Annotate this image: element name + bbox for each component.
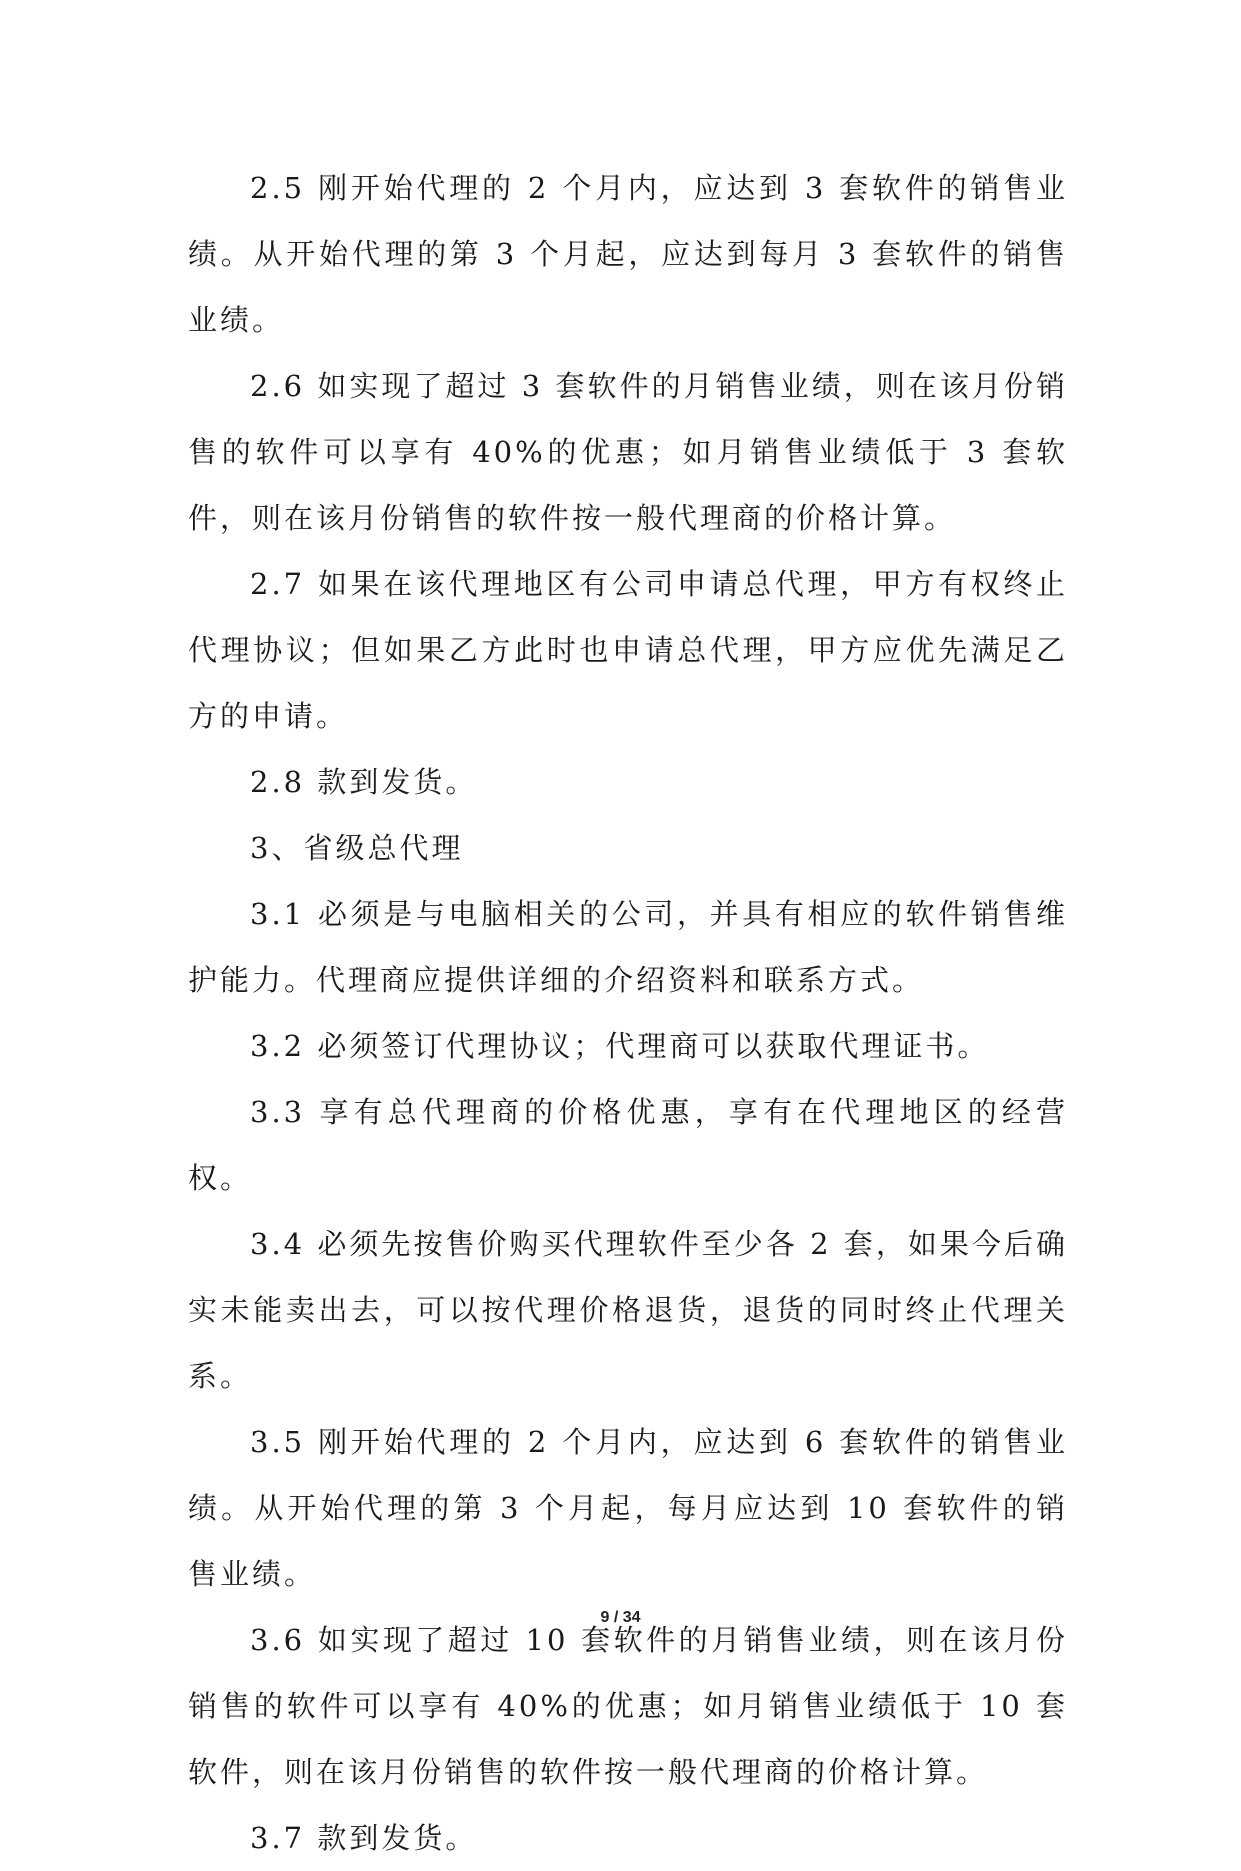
paragraph-3-1: 3.1 必须是与电脑相关的公司，并具有相应的软件销售维护能力。代理商应提供详细的介绍资料和联系方式。 (188, 897, 1068, 997)
paragraph-2-6: 2.6 如实现了超过 3 套软件的月销售业绩，则在该月份销售的软件可以享有 40%的优惠；如月销售业绩低于 3 套软件，则在该月份销售的软件按一般代理商的价格计算。 (188, 369, 1068, 535)
paragraph-2-8: 2.8 款到发货。 (250, 765, 478, 799)
paragraph-2-5: 2.5 刚开始代理的 2 个月内，应达到 3 套软件的销售业绩。从开始代理的第 3 个月起，应达到每月 3 套软件的销售业绩。 (188, 171, 1068, 337)
paragraph-3-4: 3.4 必须先按售价购买代理软件至少各 2 套，如果今后确实未能卖出去，可以按代理价格退货，退货的同时终止代理关系。 (188, 1227, 1068, 1393)
paragraph-3-6: 3.6 如实现了超过 10 套软件的月销售业绩，则在该月份销售的软件可以享有 40%的优惠；如月销售业绩低于 10 套软件，则在该月份销售的软件按一般代理商的价格计算。 (188, 1623, 1068, 1789)
paragraph-3-3: 3.3 享有总代理商的价格优惠，享有在代理地区的经营权。 (188, 1095, 1068, 1195)
paragraph-2-7: 2.7 如果在该代理地区有公司申请总代理，甲方有权终止代理协议；但如果乙方此时也申请总代理，甲方应优先满足乙方的申请。 (188, 567, 1068, 733)
paragraph-3-7: 3.7 款到发货。 (250, 1821, 478, 1855)
section-heading-3: 3、省级总代理 (250, 831, 464, 865)
page-number: 9 / 34 (600, 1609, 641, 1626)
paragraph-3-5: 3.5 刚开始代理的 2 个月内，应达到 6 套软件的销售业绩。从开始代理的第 3 个月起，每月应达到 10 套软件的销售业绩。 (188, 1425, 1068, 1591)
paragraph-3-2: 3.2 必须签订代理协议；代理商可以获取代理证书。 (250, 1029, 990, 1063)
